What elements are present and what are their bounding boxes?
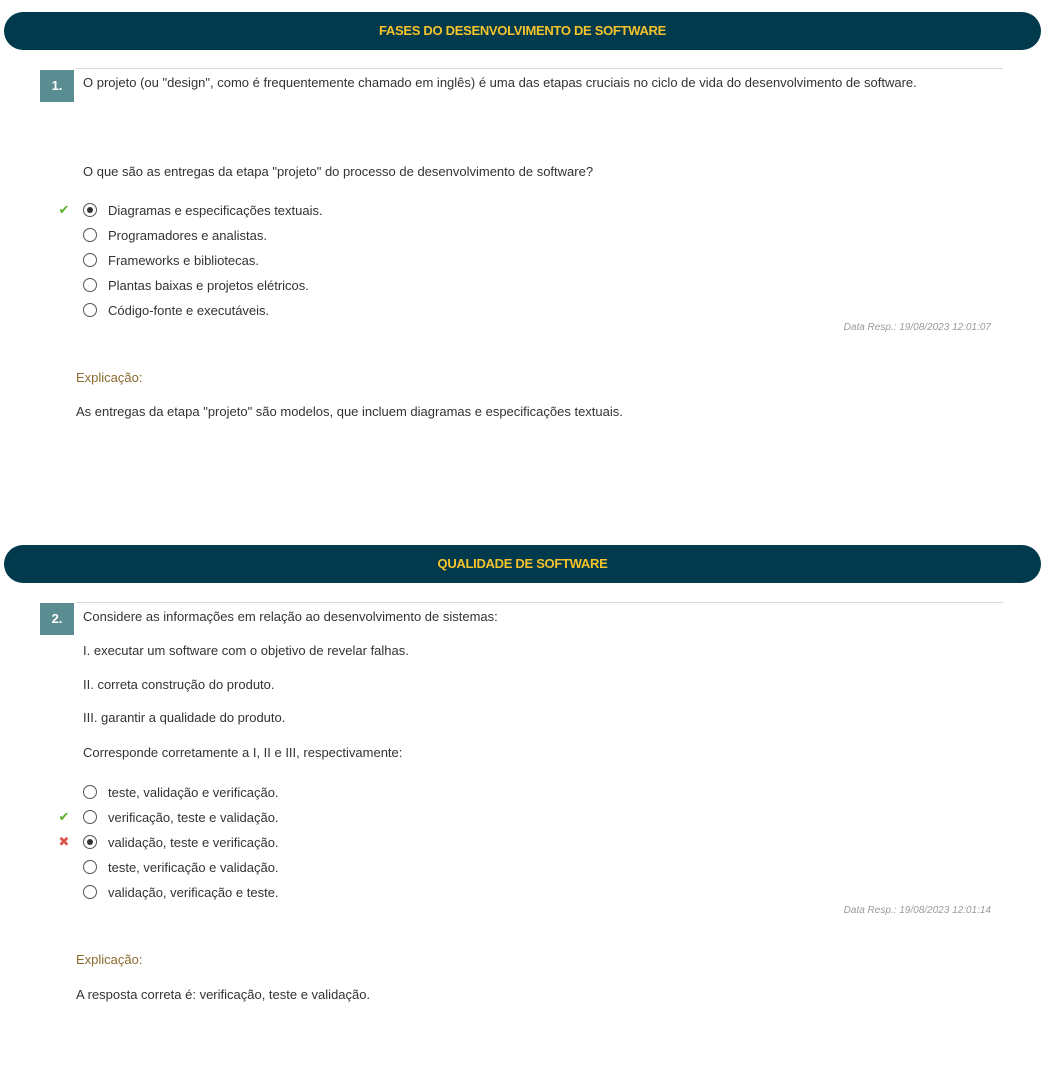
explanation-text: A resposta correta é: verificação, teste e validação. — [76, 987, 371, 1002]
explanation-text: As entregas da etapa "projeto" são modelos, que incluem diagramas e especificações textuais. — [76, 404, 623, 419]
option-label: verificação, teste e validação. — [108, 809, 279, 825]
check-icon: ✔ — [58, 202, 70, 217]
question-number-badge: 2. — [40, 603, 74, 635]
response-date: Data Resp.: 19/08/2023 12:01:07 — [843, 322, 991, 333]
radio-button[interactable] — [83, 810, 97, 824]
check-icon: ✔ — [58, 809, 70, 824]
option-label: Plantas baixas e projetos elétricos. — [108, 277, 309, 293]
option-label: validação, verificação e teste. — [108, 884, 279, 900]
answer-option[interactable] — [83, 225, 267, 245]
statement-item: I. executar um software com o objetivo de revelar falhas. — [83, 643, 409, 658]
radio-button[interactable] — [83, 253, 97, 267]
question-divider — [76, 68, 1003, 69]
question-prompt: Corresponde corretamente a I, II e III, respectivamente: — [83, 745, 403, 760]
radio-button[interactable] — [83, 228, 97, 242]
answer-option[interactable] — [83, 250, 259, 270]
answer-option[interactable] — [83, 857, 279, 877]
answer-option[interactable] — [83, 782, 279, 802]
answer-option[interactable] — [83, 200, 323, 220]
explanation-title: Explicação: — [76, 952, 143, 967]
radio-button[interactable] — [83, 278, 97, 292]
option-label: Frameworks e bibliotecas. — [108, 252, 259, 268]
explanation-title: Explicação: — [76, 370, 143, 385]
option-label: Programadores e analistas. — [108, 227, 267, 243]
question-intro: O projeto (ou "design", como é frequentemente chamado em inglês) é uma das etapas cruciais no ciclo de vida do desenvolvimento de software. — [83, 75, 917, 90]
option-label: validação, teste e verificação. — [108, 834, 279, 850]
radio-button[interactable] — [83, 203, 97, 217]
answer-option[interactable] — [83, 882, 279, 902]
section-header: QUALIDADE DE SOFTWARE — [4, 545, 1041, 583]
question-intro: Considere as informações em relação ao desenvolvimento de sistemas: — [83, 609, 498, 624]
question-prompt: O que são as entregas da etapa "projeto" do processo de desenvolvimento de software? — [83, 164, 594, 179]
response-date: Data Resp.: 19/08/2023 12:01:14 — [843, 905, 991, 916]
statement-item: III. garantir a qualidade do produto. — [83, 710, 286, 725]
radio-button[interactable] — [83, 885, 97, 899]
option-label: teste, validação e verificação. — [108, 784, 279, 800]
radio-button[interactable] — [83, 835, 97, 849]
question-divider — [76, 602, 1003, 603]
section-header: FASES DO DESENVOLVIMENTO DE SOFTWARE — [4, 12, 1041, 50]
question-number-badge: 1. — [40, 70, 74, 102]
option-label: Diagramas e especificações textuais. — [108, 202, 323, 218]
option-label: Código-fonte e executáveis. — [108, 302, 270, 318]
radio-button[interactable] — [83, 860, 97, 874]
option-label: teste, verificação e validação. — [108, 859, 279, 875]
answer-option[interactable] — [83, 807, 279, 827]
answer-option[interactable] — [83, 275, 309, 295]
radio-button[interactable] — [83, 303, 97, 317]
x-icon: ✖ — [58, 834, 70, 849]
radio-button[interactable] — [83, 785, 97, 799]
answer-option[interactable] — [83, 300, 269, 320]
statement-item: II. correta construção do produto. — [83, 677, 275, 692]
answer-option[interactable] — [83, 832, 279, 852]
